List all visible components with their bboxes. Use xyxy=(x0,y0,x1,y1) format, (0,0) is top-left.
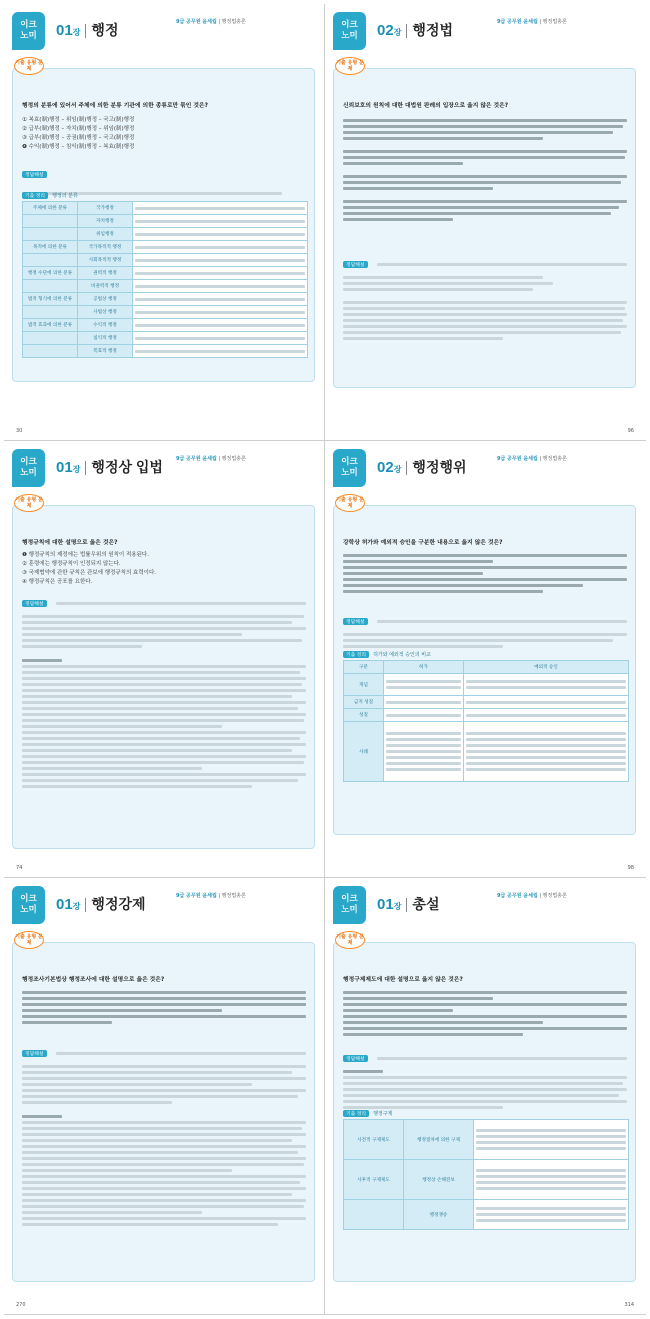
table-cell: 침익적 행정 xyxy=(78,332,133,345)
chapter-heading xyxy=(377,894,439,914)
question-sticker: 기출 유형 문제 xyxy=(14,931,44,949)
table-cell: 국가목적적 행정 xyxy=(78,241,133,254)
table-cell: 국가행정 xyxy=(78,202,133,215)
summary-table-block xyxy=(22,192,308,358)
comparison-table xyxy=(343,660,629,782)
table-cell: 비권력적 행정 xyxy=(78,280,133,293)
table-header-cell: 허가 xyxy=(384,661,464,674)
running-header: 9급 공무원 윤세립 | 행정법총론 xyxy=(176,19,246,25)
question-text: 행정규칙에 대한 설명으로 옳은 것은? xyxy=(22,540,118,546)
chapter-number: 01 xyxy=(56,22,73,39)
table-tag: 기출 정리 xyxy=(343,1110,369,1117)
option-1: ① 복효(制)행정 – 위임(制)행정 – 국고(制)행정 xyxy=(22,117,135,123)
chapter-unit: 장 xyxy=(393,465,402,474)
explanation-block xyxy=(343,611,629,651)
page-number: 314 xyxy=(624,1302,634,1308)
table-cell: 사전적 구제제도 xyxy=(344,1120,404,1160)
question-text: 행정조사기본법상 행정조사에 대한 설명으로 옳은 것은? xyxy=(22,977,165,983)
table-cell: 사회목적적 행정 xyxy=(78,254,133,267)
page-number: 74 xyxy=(16,865,23,871)
options-list xyxy=(22,551,308,587)
answer-tag: 정답해설 xyxy=(22,1050,47,1057)
running-header: 9급 공무원 윤세립 | 행정법총론 xyxy=(176,456,246,462)
chapter-number: 02 xyxy=(377,22,394,39)
table-tag: 기출 정리 xyxy=(343,651,369,658)
option-3: ③ 급부(制)행정 – 공권(制)행정 – 국고(制)행정 xyxy=(22,135,135,141)
chapter-title: 행정행위 xyxy=(412,459,467,475)
remedy-table xyxy=(343,1119,629,1230)
header-book: 9급 공무원 윤세립 xyxy=(176,893,217,899)
chapter-title: 행정상 입법 xyxy=(91,459,163,475)
chapter-unit: 장 xyxy=(72,28,81,37)
options-block xyxy=(343,116,629,224)
explanation-block xyxy=(343,254,629,343)
table-cell: 개념 xyxy=(344,674,384,696)
options-list xyxy=(22,116,308,152)
table-cell: 행정절차에 의한 구제 xyxy=(404,1120,474,1160)
chapter-badge xyxy=(333,886,366,924)
table-cell: 법적 효과에 의한 분류 xyxy=(23,319,78,332)
badge-line-1: 이크 xyxy=(20,457,37,467)
table-cell: 수익적 행정 xyxy=(78,319,133,332)
badge-line-1: 이크 xyxy=(341,457,358,467)
chapter-title: 행정강제 xyxy=(91,896,146,912)
book-page-1 xyxy=(4,4,325,441)
chapter-badge xyxy=(333,12,366,50)
page-number: 30 xyxy=(16,428,23,434)
chapter-unit: 장 xyxy=(393,28,402,37)
table-title: 허가와 예외적 승인의 비교 xyxy=(373,652,431,658)
question-text: 강학상 허가와 예외적 승인을 구분한 내용으로 옳지 않은 것은? xyxy=(343,540,503,546)
chapter-badge xyxy=(12,449,45,487)
badge-line-1: 이크 xyxy=(20,894,37,904)
table-header-cell: 예외적 승인 xyxy=(463,661,628,674)
explanation-block xyxy=(22,593,308,791)
chapter-number: 01 xyxy=(56,459,73,476)
table-title: 행정의 분류 xyxy=(52,193,78,199)
summary-table-block xyxy=(343,651,629,782)
chapter-title: 총설 xyxy=(412,896,440,912)
table-cell: 권력적 행정 xyxy=(78,267,133,280)
running-header: 9급 공무원 윤세립 | 행정법총론 xyxy=(497,893,567,899)
table-cell: 자치행정 xyxy=(78,215,133,228)
option-2: ② 급부(制)행정 – 자치(制)행정 – 위임(制)행정 xyxy=(22,126,135,132)
question-sticker: 기출 유형 문제 xyxy=(14,57,44,75)
book-page-2 xyxy=(325,4,646,441)
header-book: 9급 공무원 윤세립 xyxy=(497,456,538,462)
option-1: ❶ 행정규칙의 제정에는 법률우위의 원칙이 적용된다. xyxy=(22,552,149,558)
chapter-number: 01 xyxy=(377,896,394,913)
table-cell: 행정 수단에 의한 분류 xyxy=(23,267,78,280)
table-cell: 행정상 손해전보 xyxy=(404,1160,474,1200)
running-header: 9급 공무원 윤세립 | 행정법총론 xyxy=(497,456,567,462)
header-subject: 행정법총론 xyxy=(542,456,567,462)
answer-tag: 정답해설 xyxy=(22,171,47,178)
chapter-unit: 장 xyxy=(72,902,81,911)
page-number: 270 xyxy=(16,1302,26,1308)
options-block xyxy=(22,988,308,1027)
chapter-heading xyxy=(56,894,146,914)
explanation-block xyxy=(22,1043,308,1229)
header-subject: 행정법총론 xyxy=(542,19,567,25)
question-text: 행정구제제도에 대한 설명으로 옳지 않은 것은? xyxy=(343,977,463,983)
header-subject: 행정법총론 xyxy=(542,893,567,899)
table-cell: 사례 xyxy=(344,722,384,782)
chapter-heading xyxy=(377,457,467,477)
question-sticker: 기출 유형 문제 xyxy=(335,931,365,949)
badge-line-2: 노미 xyxy=(341,468,358,478)
chapter-title: 행정법 xyxy=(412,22,453,38)
option-4: ④ 행정규칙은 공포를 요한다. xyxy=(22,579,93,585)
badge-line-2: 노미 xyxy=(20,31,37,41)
badge-line-1: 이크 xyxy=(341,20,358,30)
table-cell: 법적 형식에 의한 분류 xyxy=(23,293,78,306)
table-cell: 성질 xyxy=(344,709,384,722)
chapter-badge xyxy=(12,12,45,50)
chapter-number: 02 xyxy=(377,459,394,476)
running-header: 9급 공무원 윤세립 | 행정법총론 xyxy=(176,893,246,899)
badge-line-1: 이크 xyxy=(341,894,358,904)
table-cell: 공법상 행정 xyxy=(78,293,133,306)
page-number: 96 xyxy=(627,428,634,434)
header-subject: 행정법총론 xyxy=(221,893,246,899)
header-subject: 행정법총론 xyxy=(221,19,246,25)
table-cell: 위임행정 xyxy=(78,228,133,241)
answer-tag: 정답해설 xyxy=(343,618,368,625)
chapter-title: 행정 xyxy=(91,22,119,38)
badge-line-2: 노미 xyxy=(341,31,358,41)
answer-tag: 정답해설 xyxy=(22,600,47,607)
chapter-badge xyxy=(12,886,45,924)
table-cell: 사후적 구제제도 xyxy=(344,1160,404,1200)
book-page-5 xyxy=(4,878,325,1315)
book-page-6 xyxy=(325,878,646,1315)
table-cell: 금지 성질 xyxy=(344,696,384,709)
book-page-4 xyxy=(325,441,646,878)
chapter-unit: 장 xyxy=(72,465,81,474)
table-cell: 목적에 의한 분류 xyxy=(23,241,78,254)
explanation-block xyxy=(343,1048,629,1112)
table-tag: 기출 정리 xyxy=(22,192,48,199)
spread-grid xyxy=(4,4,646,1315)
classification-table xyxy=(22,201,308,358)
table-cell: 행정쟁송 xyxy=(404,1200,474,1230)
options-block xyxy=(343,988,629,1039)
option-3: ③ 국제협약에 관한 규칙은 관보에 행정규칙의 효력이다. xyxy=(22,570,157,576)
answer-tag: 정답해설 xyxy=(343,1055,368,1062)
answer-tag: 정답해설 xyxy=(343,261,368,268)
table-header-cell: 구분 xyxy=(344,661,384,674)
option-2: ② 훈령에는 행정규칙이 인정되지 않는다. xyxy=(22,561,121,567)
table-title: 행정구제 xyxy=(373,1111,393,1117)
table-cell: 주체에 의한 분류 xyxy=(23,202,78,215)
chapter-unit: 장 xyxy=(393,902,402,911)
badge-line-1: 이크 xyxy=(20,20,37,30)
summary-table-block xyxy=(343,1110,629,1230)
chapter-heading xyxy=(56,457,163,477)
page-number: 98 xyxy=(627,865,634,871)
chapter-heading xyxy=(56,20,118,40)
table-cell: 복효적 행정 xyxy=(78,345,133,358)
header-subject: 행정법총론 xyxy=(221,456,246,462)
chapter-heading xyxy=(377,20,453,40)
header-book: 9급 공무원 윤세립 xyxy=(176,456,217,462)
question-sticker: 기출 유형 문제 xyxy=(14,494,44,512)
header-book: 9급 공무원 윤세립 xyxy=(497,19,538,25)
question-text: 행정의 분류에 있어서 주체에 의한 분류 기관에 의한 종류로만 묶인 것은? xyxy=(22,103,208,109)
question-sticker: 기출 유형 문제 xyxy=(335,494,365,512)
chapter-badge xyxy=(333,449,366,487)
badge-line-2: 노미 xyxy=(341,905,358,915)
badge-line-2: 노미 xyxy=(20,468,37,478)
options-block xyxy=(343,551,629,596)
running-header: 9급 공무원 윤세립 | 행정법총론 xyxy=(497,19,567,25)
chapter-number: 01 xyxy=(56,896,73,913)
book-page-3 xyxy=(4,441,325,878)
question-sticker: 기출 유형 문제 xyxy=(335,57,365,75)
header-book: 9급 공무원 윤세립 xyxy=(176,19,217,25)
table-cell: 사법상 행정 xyxy=(78,306,133,319)
header-book: 9급 공무원 윤세립 xyxy=(497,893,538,899)
question-text: 신뢰보호의 원칙에 대한 대법원 판례의 입장으로 옳지 않은 것은? xyxy=(343,103,509,109)
badge-line-2: 노미 xyxy=(20,905,37,915)
option-4: ❹ 수익(制)행정 – 침익(制)행정 – 복효(制)행정 xyxy=(22,144,135,150)
